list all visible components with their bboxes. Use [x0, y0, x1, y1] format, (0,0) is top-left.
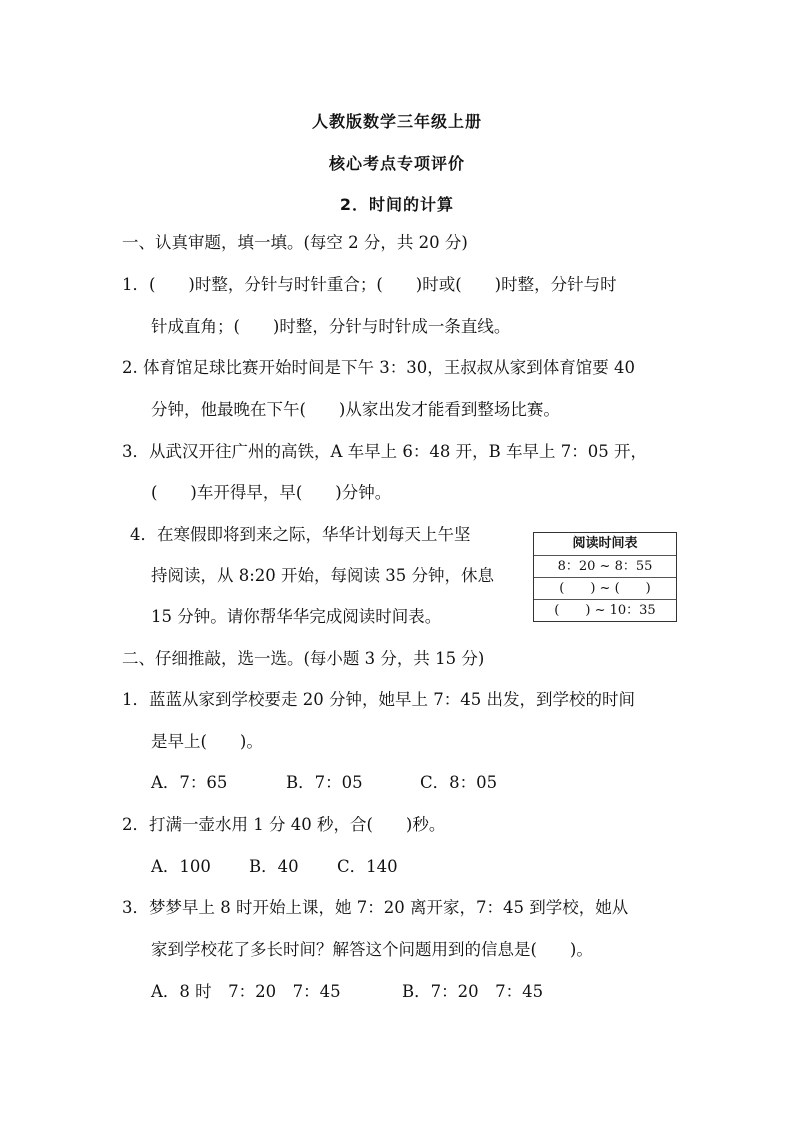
s1-q2-line1: 2. 体育馆足球比赛开始时间是下午 3：30，王叔叔从家到体育馆要 40: [122, 358, 635, 377]
s2-q2-option-c: C．140: [337, 857, 398, 876]
s2-q2-line1: 2．打满一壶水用 1 分 40 秒，合( )秒。: [122, 815, 446, 834]
s1-q3-line1: 3．从武汉开往广州的高铁，A 车早上 6：48 开，B 车早上 7：05 开，: [122, 442, 647, 461]
s2-q2-option-a: A．100: [151, 857, 211, 876]
s2-q3-line1: 3．梦梦早上 8 时开始上课，她 7：20 离开家，7：45 到学校，她从: [122, 898, 629, 917]
book-title: 人教版数学三年级上册: [311, 112, 482, 131]
s1-q1-line1: 1．( )时整，分针与时针重合；( )时或( )时整，分针与时: [122, 275, 617, 294]
reading-schedule-table: [533, 532, 677, 622]
s2-q1-option-b: B．7：05: [286, 773, 363, 792]
s2-q1-line1: 1．蓝蓝从家到学校要走 20 分钟，她早上 7：45 出发，到学校的时间: [122, 690, 635, 709]
s1-q4-line2: 持阅读，从 8:20 开始，每阅读 35 分钟，休息: [151, 566, 495, 585]
s1-q3-line2: ( )车开得早，早( )分钟。: [151, 483, 392, 502]
s2-q1-option-c: C．8：05: [420, 773, 498, 792]
s1-q2-line2: 分钟，他最晚在下午( )从家出发才能看到整场比赛。: [151, 400, 560, 419]
topic-title: 2．时间的计算: [339, 195, 455, 214]
s2-q1-option-a: A．7：65: [151, 773, 228, 792]
table-row: ( ) ~ ( ): [534, 577, 676, 599]
table-row: ( ) ~ 10：35: [534, 599, 676, 621]
section2-heading: 二、仔细推敲，选一选。(每小题 3 分，共 15 分): [122, 649, 485, 668]
s1-q4-line1: 4．在寒假即将到来之际，华华计划每天上午坚: [130, 525, 471, 544]
subtitle: 核心考点专项评价: [328, 154, 465, 173]
s1-q4-line3: 15 分钟。请你帮华华完成阅读时间表。: [151, 607, 442, 626]
s2-q3-line2: 家到学校花了多长时间？解答这个问题用到的信息是( )。: [151, 940, 593, 959]
section1-heading: 一、认真审题，填一填。(每空 2 分，共 20 分): [122, 233, 468, 252]
s2-q3-option-a: A．8 时 7：20 7：45: [151, 982, 341, 1001]
s2-q3-option-b: B．7：20 7：45: [402, 982, 544, 1001]
table-row: 8：20 ~ 8：55: [534, 555, 676, 577]
s2-q1-line2: 是早上( )。: [151, 732, 263, 751]
s1-q1-line2: 针成直角；( )时整，分针与时针成一条直线。: [151, 317, 511, 336]
s2-q2-option-b: B．40: [249, 857, 299, 876]
table-header: 阅读时间表: [572, 536, 638, 551]
